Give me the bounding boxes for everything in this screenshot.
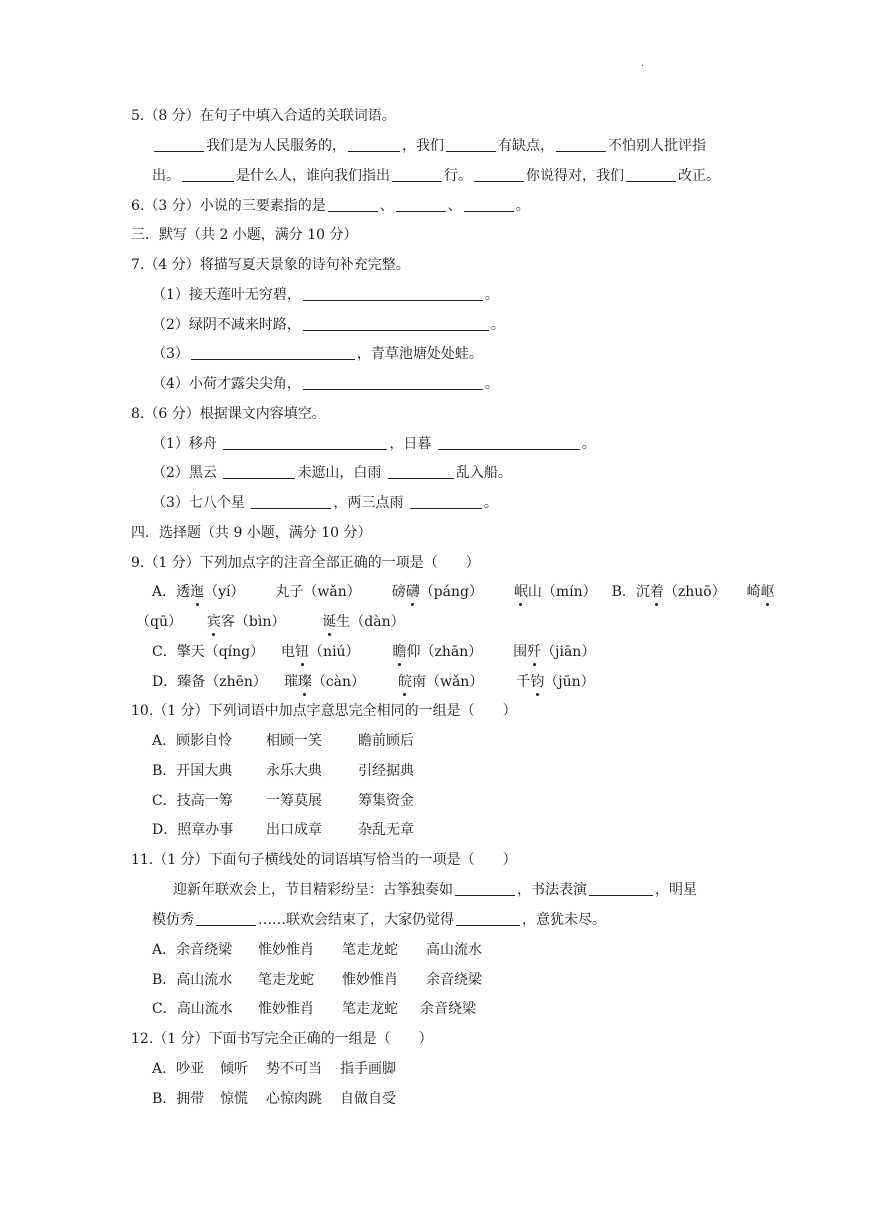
q7-title: 7.（4 分）将描写夏天景象的诗句补充完整。 <box>131 257 410 273</box>
section-4-heading: 四．选择题（共 9 小题，满分 10 分） <box>131 525 372 541</box>
q7-item3: （3） ，青草池塘处处蛙。 <box>152 346 483 362</box>
blank[interactable] <box>303 316 489 331</box>
blank[interactable] <box>456 911 520 926</box>
blank[interactable] <box>474 167 524 182</box>
q8-item3: （3）七八个星 ，两三点雨 。 <box>152 495 498 511</box>
q7-item4: （4）小荷才露尖尖角， 。 <box>152 376 499 392</box>
q8-title: 8.（6 分）根据课文内容填空。 <box>131 406 326 422</box>
blank[interactable] <box>303 286 483 301</box>
q10-option-a[interactable]: A．顾影自怜 相顾一笑 瞻前顾后 <box>152 733 414 749</box>
q9-option-b[interactable]: B．沉着（zhuō） <box>611 584 726 600</box>
blank[interactable] <box>388 464 454 479</box>
q7-item2: （2）绿阴不减来时路， 。 <box>152 317 505 333</box>
q10-title: 10.（1 分）下列词语中加点字意思完全相同的一组是（ ） <box>131 703 517 719</box>
q10-option-b[interactable]: B．开国大典 永乐大典 引经据典 <box>152 763 414 779</box>
q9-title: 9.（1 分）下列加点字的注音全部正确的一项是（ ） <box>131 555 480 571</box>
q9-options-row1: A．透迤（yí） 丸子（wǎn） 磅礴（páng） 岷山（mín） B．沉着（zhuō） 崎岖 <box>152 584 775 600</box>
blank[interactable] <box>223 464 295 479</box>
q5-line2: 出。 是什么人，谁向我们指出 行。 你说得对，我们 改正。 <box>152 168 720 184</box>
blank[interactable] <box>196 911 256 926</box>
q11-title: 11.（1 分）下面句子横线处的词语填写恰当的一项是（ ） <box>131 852 517 868</box>
q5-title: 5.（8 分）在句子中填入合适的关联词语。 <box>131 108 396 124</box>
q11-sentence-line2: 模仿秀 ……联欢会结束了，大家仍觉得 ，意犹未尽。 <box>152 912 606 928</box>
blank[interactable] <box>446 137 496 152</box>
section-3-heading: 三．默写（共 2 小题，满分 10 分） <box>131 227 358 243</box>
q5-line1: 我们是为人民服务的， ，我们 有缺点， 不怕别人批评指 <box>152 136 706 156</box>
q9-option-a[interactable]: A．透迤（yí） <box>152 584 245 600</box>
q9-options-row2: （qū） 宾客（bìn） 诞生（dàn） <box>136 614 405 630</box>
blank[interactable] <box>154 137 204 152</box>
q9-option-c[interactable]: C．擎天（qíng） 电钮（niú） 瞻仰（zhān） 围歼（jiān） <box>152 644 596 660</box>
q9-option-d[interactable]: D．臻备（zhēn） 璀璨（càn） 皖南（wǎn） 千钧（jūn） <box>152 674 595 690</box>
blank[interactable] <box>438 435 580 450</box>
q11-option-a[interactable]: A．余音绕梁 惟妙惟肖 笔走龙蛇 高山流水 <box>152 942 482 958</box>
q10-option-c[interactable]: C．技高一筹 一筹莫展 筹集资金 <box>152 793 414 809</box>
blank[interactable] <box>328 197 378 212</box>
blank[interactable] <box>464 197 514 212</box>
q10-option-d[interactable]: D．照章办事 出口成章 杂乱无章 <box>152 822 414 838</box>
blank[interactable] <box>589 881 653 896</box>
blank[interactable] <box>348 137 400 152</box>
blank[interactable] <box>556 137 606 152</box>
blank[interactable] <box>182 167 234 182</box>
q12-option-b[interactable]: B．拥带 惊慌 心惊肉跳 自做自受 <box>152 1091 396 1107</box>
blank[interactable] <box>303 375 483 390</box>
blank[interactable] <box>455 881 515 896</box>
q8-item2: （2）黑云 未遮山，白雨 乱入船。 <box>152 465 512 481</box>
q11-sentence-line1: 迎新年联欢会上，节目精彩纷呈：古筝独奏如 ，书法表演 ，明星 <box>173 882 697 898</box>
q6-line: 6.（3 分）小说的三要素指的是 、 、 。 <box>131 198 530 214</box>
blank[interactable] <box>410 494 482 509</box>
q11-option-b[interactable]: B．高山流水 笔走龙蛇 惟妙惟肖 余音绕梁 <box>152 972 482 988</box>
blank[interactable] <box>626 167 676 182</box>
q12-option-a[interactable]: A．吵亚 倾听 势不可当 指手画脚 <box>152 1061 396 1077</box>
blank[interactable] <box>396 197 446 212</box>
q11-option-c[interactable]: C．高山流水 惟妙惟肖 笔走龙蛇 余音绕梁 <box>152 1001 476 1017</box>
blank[interactable] <box>392 167 442 182</box>
blank[interactable] <box>191 345 355 360</box>
corner-mark: . <box>641 58 645 69</box>
blank[interactable] <box>251 494 331 509</box>
q7-item1: （1）接天莲叶无穷碧， 。 <box>152 287 499 303</box>
blank[interactable] <box>223 435 387 450</box>
q8-item1: （1）移舟 ，日暮 。 <box>152 436 596 452</box>
q12-title: 12.（1 分）下面书写完全正确的一组是（ ） <box>131 1031 433 1047</box>
